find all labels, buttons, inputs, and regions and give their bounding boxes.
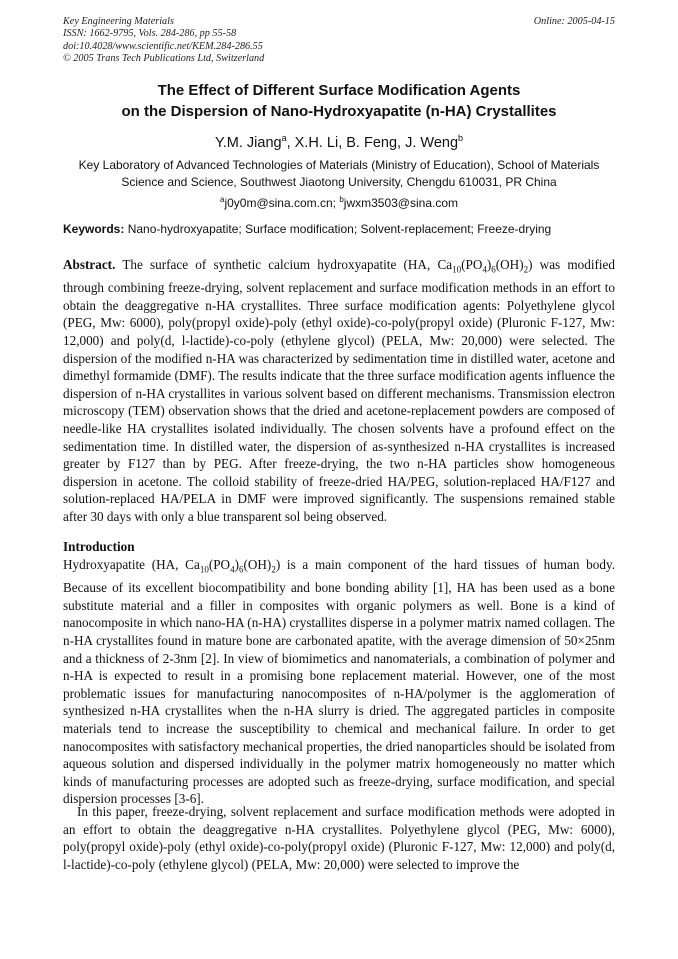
abstract-sub-2: 4 xyxy=(482,264,487,275)
intro-text-4: (OH) xyxy=(243,557,272,572)
abstract-sub-4: 2 xyxy=(523,264,529,275)
email-b: jwxm3503@sina.com xyxy=(343,196,459,210)
affiliation-line-1: Key Laboratory of Advanced Technologies of Materials (Ministry of Education), School of Materials xyxy=(78,158,600,172)
author-first-sup: a xyxy=(281,133,287,143)
keywords-text: Nano-hydroxyapatite; Surface modification; Solvent-replacement; Freeze-drying xyxy=(124,222,552,236)
issn-line: ISSN: 1662-9795, Vols. 284-286, pp 55-58 xyxy=(63,28,237,40)
email-b-sup: b xyxy=(339,195,344,204)
section-heading-introduction: Introduction xyxy=(63,539,135,554)
intro-text-3: ) xyxy=(234,557,239,572)
journal-header xyxy=(63,16,615,65)
intro-sub-3: 6 xyxy=(238,564,244,575)
abstract-text-4: (OH) xyxy=(495,257,524,272)
author-list xyxy=(63,129,615,152)
email-a-sup: a xyxy=(219,195,225,204)
abstract-text-5: ) was modified through combining freeze-drying, solvent replacement and surface modification methods in an effort to obtain the deaggregative n-HA crystallites. Three surface modification agents: Polyethylene glycol (PEG, Mw: 6000), poly(propyl oxide)-poly (ethyl oxide)-co-poly(propyl oxide) (Pluronic F-127, Mw: 12,000) and poly(d, l-lactide)-co-poly (ethylene glycol) (PELA, Mw: 20,000) were selected. The dispersion of the modified n-HA was characterized by sedimentation time in distilled water, acetone and dimethyl formamide (DMF). The results indicate that the three surface modification agents influence the dispersion of n-HA crystallites in various solvent based on different mechanisms. Transmission electron microscopy (TEM) observation shows that the dried and acetone-replacement powders are composed of needle-like HA crystallites isolated individually. The chosen solvents have a profound effect on the sedimentation time. In distilled water, the dispersion of as-synthesized n-HA crystallites is increased greater by F127 than by PEG. After freeze-drying, the two n-HA particles show homogeneous dispersion in acetone. The colloid stability of freeze-dried HA/PEG, solution-replaced HA/F127 and solution-replaced HA/PELA in DMF were improved significantly. The suspensions remained stable after 30 days with only a blue transparent sol being observed. xyxy=(63,257,615,524)
abstract-text-2: (PO xyxy=(461,257,483,272)
paper-title xyxy=(63,80,615,122)
title-line-1: The Effect of Different Surface Modification Agents xyxy=(157,82,521,99)
intro-text-1: Hydroxyapatite (HA, Ca xyxy=(63,557,200,572)
title-line-2: on the Dispersion of Nano-Hydroxyapatite (n-HA) Crystallites xyxy=(121,103,557,120)
abstract-sub-3: 6 xyxy=(491,264,496,275)
abstract-text-1: The surface of synthetic calcium hydroxyapatite (HA, Ca xyxy=(115,257,453,272)
abstract xyxy=(63,256,615,526)
introduction-paragraph-1 xyxy=(63,556,615,808)
author-last-sup: b xyxy=(458,133,464,143)
online-date: Online: 2005-04-15 xyxy=(533,16,615,27)
keywords-label: Keywords: xyxy=(63,222,125,236)
affiliation-line-2: Science and Science, Southwest Jiaotong University, Chengdu 610031, PR China xyxy=(121,175,557,189)
intro-text-2: (PO xyxy=(208,557,231,572)
introduction-paragraph-2: In this paper, freeze-drying, solvent replacement and surface modification methods were adopted in an effort to obtain the deaggregative n-HA crystallites. Polyethylene glycol (PEG, Mw: 6000), poly(propyl oxide)-poly (ethyl oxide)-co-poly(propyl oxide) (Pluronic F-127, Mw: 12,000) and poly(d, l-lactide)-co-poly (ethylene glycol) (PELA, Mw: 20,000) were selected to improve the xyxy=(63,804,615,872)
keywords xyxy=(63,221,615,237)
intro-sub-2: 4 xyxy=(230,564,235,575)
affiliation xyxy=(63,157,615,212)
email-a: j0y0m@sina.com.cn; xyxy=(224,196,340,210)
abstract-label: Abstract. xyxy=(63,257,116,272)
intro-sub-1: 10 xyxy=(199,564,209,575)
intro-sub-4: 2 xyxy=(271,564,276,575)
copyright-line: © 2005 Trans Tech Publications Ltd, Switzerland xyxy=(63,52,265,64)
author-rest: , X.H. Li, B. Feng, J. Weng xyxy=(286,134,459,151)
author-first: Y.M. Jiang xyxy=(214,134,282,151)
intro-text-5: ) is a main component of the hard tissues of human body. Because of its excellent biocompatibility and bone bonding ability [1], HA has been used as a bone substitute material and a filler in composites with organic polymers as well. Bone is a kind of nanocomposite in which nano-HA (n-HA) crystallites disperse in a polymer matrix named collagen. The n-HA crystallites found in mature bone are carbonated apatite, with the average dimension of 50×25nm and a thickness of 2-3nm [2]. In view of biomimetics and nanomaterials, a combination of polymer and n-HA is expected to result in a promising bone replacement material. However, one of the most problematic issues for manufacturing nanocomposites of n-HA/polymer is the agglomeration of synthesized n-HA crystallites when the n-HA slurry is dried. The aggregated particles in composite materials tend to increase the susceptibility to chemical and mechanical failure. In order to get nanocomposites with satisfactory mechanical properties, the dried nanoparticles should be isolated from aqueous solution and dispersed individually in the polymer matrix homogeneously no matter which kinds of manufacturing processes are adopted such as freeze-drying, surface modification, and special dispersion processes [3-6]. xyxy=(63,557,615,807)
author-emails xyxy=(63,191,615,212)
doi-line: doi:10.4028/www.scientific.net/KEM.284-286.55 xyxy=(63,40,263,52)
abstract-text-3: ) xyxy=(486,257,492,272)
abstract-sub-1: 10 xyxy=(452,264,462,275)
journal-name: Key Engineering Materials xyxy=(63,16,174,27)
